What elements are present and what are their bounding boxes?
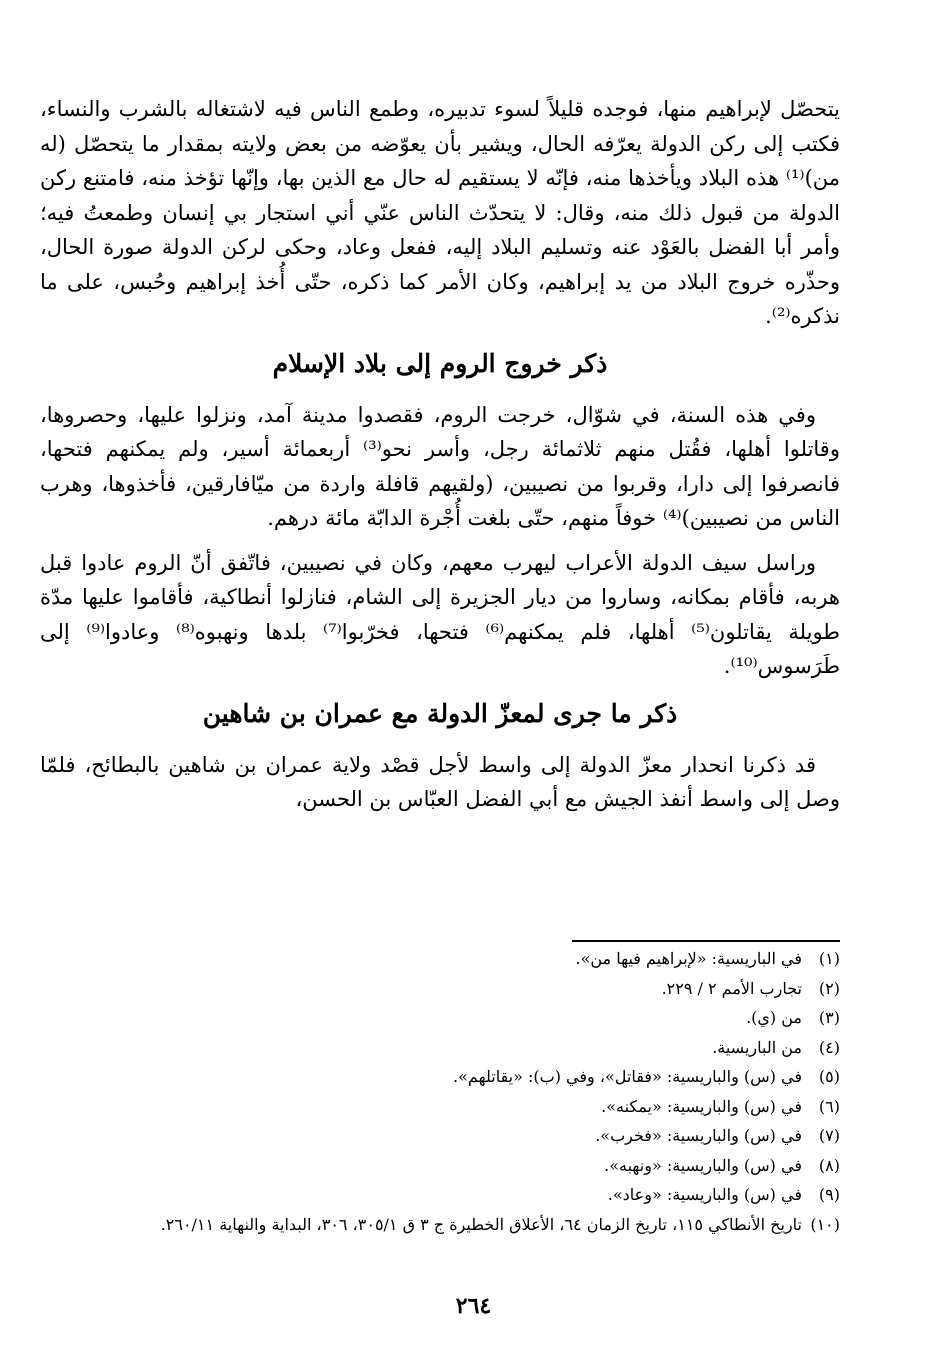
footnote-item (40, 1180, 840, 1210)
footnote-item (40, 1121, 840, 1151)
footnote-item (40, 974, 840, 1004)
page-number: ٢٦٤ (455, 1293, 492, 1319)
paragraph-4: قد ذكرنا انحدار معزّ الدولة إلى واسط لأجل قصْد ولاية عمران بن شاهين بالبطائح، فلمّا وصل إلى واسط أنفذ الجيش مع أبي الفضل العبّاس بن الحسن، (40, 752, 840, 811)
footnote-number: (٢) (818, 978, 840, 998)
footnote-number: (٦) (818, 1096, 840, 1116)
footnote-text: في (س) والباريسية: «فقاتل»، وفي (ب): «يقاتلهم». (453, 1067, 802, 1086)
footnote-item (40, 1092, 840, 1122)
footnote-number: (٨) (818, 1155, 840, 1175)
footnote-item (40, 1062, 840, 1092)
footnote-item (40, 1033, 840, 1063)
footnote-item (40, 1210, 840, 1240)
footnote-number: (٤) (818, 1037, 840, 1057)
footnote-number: (١) (818, 949, 840, 968)
footnote-text: في الباريسية: «لإبراهيم فيها من». (575, 949, 802, 968)
footnote-number: (٧) (818, 1126, 840, 1145)
page-body (40, 92, 840, 817)
footnote-text: في (س) والباريسية: «وعاد». (607, 1185, 802, 1204)
footnote-text: في (س) والباريسية: «فخرب». (595, 1126, 802, 1145)
paragraph-gap (40, 536, 840, 546)
footnote-text: من الباريسية. (712, 1037, 802, 1057)
footnote-number: (٥) (818, 1067, 840, 1086)
footnote-item (40, 944, 840, 974)
footnote-number: (٣) (818, 1008, 840, 1027)
section-heading-rum-campaign: ذكر خروج الروم إلى بلاد الإسلام (272, 348, 608, 378)
footnote-text: تجارب الأمم ٢ / ٢٢٩. (661, 978, 802, 998)
footnote-divider (572, 940, 840, 942)
footnote-item (40, 1003, 840, 1033)
footnote-text: من (ي). (746, 1008, 802, 1027)
footnotes-list (40, 944, 840, 1239)
footnote-text: تاريخ الأنطاكي ١١٥، تاريخ الزمان ٦٤، الأعلاق الخطيرة ج ٣ ق ٣٠٥/١، ٣٠٦، البداية والنهاية ٢٦٠/١١. (160, 1214, 802, 1234)
footnote-number: (١٠) (810, 1214, 840, 1234)
paragraph-1: يتحصّل لإبراهيم منها، فوجده قليلاً لسوء تدبيره، وطمع الناس فيه لاشتغاله بالشرب والنساء، فكتب إلى ركن الدولة يعرّفه الحال، ويشير بأن يعوّضه من بعض ولايته بمقدار ما يتحصّل (له من)⁽¹⁾ هذه البلاد ويأخذها منه، فإنّه لا يستقيم له حال مع الذين بها، وإنّها تؤخذ منه، فامتنع ركن الدولة من قبول ذلك منه، وقال: لا يتحدّث الناس عنّي أني استجار بي إنسان وطمعتُ فيه؛ وأمر أبا الفضل بالعَوْد عنه وتسليم البلاد إليه، ففعل وعاد، وحكى لركن الدولة صورة الحال، وحذّره خروج البلاد من يد إبراهيم، وكان الأمر كما ذكره، حتّى أُخذ إبراهيم وحُبس، على ما نذكره⁽²⁾. (40, 97, 840, 328)
footnote-item (40, 1151, 840, 1181)
paragraph-2: وفي هذه السنة، في شوّال، خرجت الروم، فقصدوا مدينة آمد، ونزلوا عليها، وحصروها، وقاتلوا أهلها، فقُتل منهم ثلاثمائة رجل، وأسر نحو⁽³⁾ أربعمائة أسير، ولم يمكنهم فتحها، فانصرفوا إلى دارا، وقربوا من نصيبين، (ولقيهم قافلة واردة من ميّافارقين، فأخذوها، وهرب الناس من نصيبين)⁽⁴⁾ خوفاً منهم، حتّى بلغت أُجْرة الدابّة مائة درهم. (40, 402, 840, 530)
paragraph-3: وراسل سيف الدولة الأعراب ليهرب معهم، وكان في نصيبين، فاتّفق أنّ الروم عادوا قبل هربه، فأقام بمكانه، وساروا من ديار الجزيرة إلى الشام، فنازلوا أنطاكية، فأقاموا عليها مدّة طويلة يقاتلون⁽⁵⁾ أهلها، فلم يمكنهم⁽⁶⁾ فتحها، فخرّبوا⁽⁷⁾ بلدها ونهبوه⁽⁸⁾ وعادوا⁽⁹⁾ إلى طَرَسوس⁽¹⁰⁾. (40, 550, 841, 678)
footnote-number: (٩) (818, 1185, 840, 1204)
section-heading-muizz-al-dawla: ذكر ما جرى لمعزّ الدولة مع عمران بن شاهين (202, 698, 678, 728)
footnote-text: في (س) والباريسية: «يمكنه». (601, 1096, 802, 1116)
footnote-text: في (س) والباريسية: «ونهبه». (604, 1155, 802, 1175)
